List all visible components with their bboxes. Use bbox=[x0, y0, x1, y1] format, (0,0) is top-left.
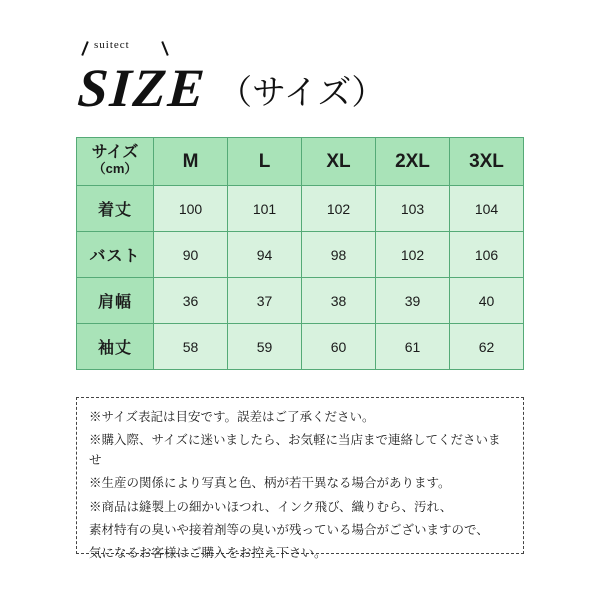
corner-label-sub: （cm） bbox=[92, 161, 138, 177]
column-header-m: M bbox=[154, 138, 228, 186]
note-line: ※商品は縫製上の細かいほつれ、インク飛び、織りむら、汚れ、 bbox=[89, 499, 453, 514]
table-row bbox=[77, 186, 524, 232]
table-corner-header bbox=[77, 138, 154, 186]
cell-length-l: 101 bbox=[228, 186, 302, 232]
cell-sleeve-l: 59 bbox=[228, 324, 302, 370]
note-line: ※生産の関係により写真と色、柄が若干異なる場合があります。 bbox=[89, 476, 451, 491]
size-table bbox=[76, 137, 524, 370]
column-header-xl: XL bbox=[302, 138, 376, 186]
column-header-l: L bbox=[228, 138, 302, 186]
size-table-head bbox=[77, 138, 524, 186]
cell-length-xl: 102 bbox=[302, 186, 376, 232]
cell-bust-l: 94 bbox=[228, 232, 302, 278]
table-header-row bbox=[77, 138, 524, 186]
cell-shoulder-l: 37 bbox=[228, 278, 302, 324]
corner-label-main: サイズ bbox=[91, 144, 139, 161]
cell-bust-2xl: 102 bbox=[376, 232, 450, 278]
note-line: 気になるお客様はご購入をお控え下さい。 bbox=[89, 546, 327, 561]
note-line: ※サイズ表記は目安です。誤差はご了承ください。 bbox=[89, 410, 375, 424]
cell-shoulder-3xl: 40 bbox=[450, 278, 524, 324]
cell-length-3xl: 104 bbox=[450, 186, 524, 232]
column-header-3xl: 3XL bbox=[450, 138, 524, 186]
table-row bbox=[77, 324, 524, 370]
note-line: ※購入際、サイズに迷いましたら、お気軽に当店まで連絡してくださいませ bbox=[89, 433, 501, 467]
page-title: SIZE bbox=[75, 57, 209, 118]
cell-sleeve-2xl: 61 bbox=[376, 324, 450, 370]
table-row bbox=[77, 278, 524, 324]
decorative-slash-left-icon bbox=[81, 41, 88, 56]
row-header-sleeve: 袖丈 bbox=[77, 324, 154, 370]
size-table-body bbox=[77, 186, 524, 370]
title-wrap bbox=[75, 38, 209, 118]
cell-shoulder-xl: 38 bbox=[302, 278, 376, 324]
column-header-2xl: 2XL bbox=[376, 138, 450, 186]
title-block bbox=[75, 38, 386, 118]
notes-box bbox=[76, 397, 524, 561]
cell-sleeve-xl: 60 bbox=[302, 324, 376, 370]
cell-length-2xl: 103 bbox=[376, 186, 450, 232]
cell-sleeve-3xl: 62 bbox=[450, 324, 524, 370]
row-header-length: 着丈 bbox=[77, 186, 154, 232]
brand-label: suitect bbox=[94, 38, 130, 51]
decorative-slash-right-icon bbox=[161, 41, 168, 56]
row-header-shoulder: 肩幅 bbox=[77, 278, 154, 324]
row-header-bust: バスト bbox=[77, 232, 154, 278]
cell-bust-m: 90 bbox=[154, 232, 228, 278]
cell-bust-3xl: 106 bbox=[450, 232, 524, 278]
table-row bbox=[77, 232, 524, 278]
page-title-japanese: （サイズ） bbox=[218, 74, 386, 112]
cell-sleeve-m: 58 bbox=[154, 324, 228, 370]
note-line: 素材特有の臭いや接着剤等の臭いが残っている場合がございますので、 bbox=[89, 522, 489, 537]
cell-bust-xl: 98 bbox=[302, 232, 376, 278]
cell-shoulder-m: 36 bbox=[154, 278, 228, 324]
cell-length-m: 100 bbox=[154, 186, 228, 232]
cell-shoulder-2xl: 39 bbox=[376, 278, 450, 324]
